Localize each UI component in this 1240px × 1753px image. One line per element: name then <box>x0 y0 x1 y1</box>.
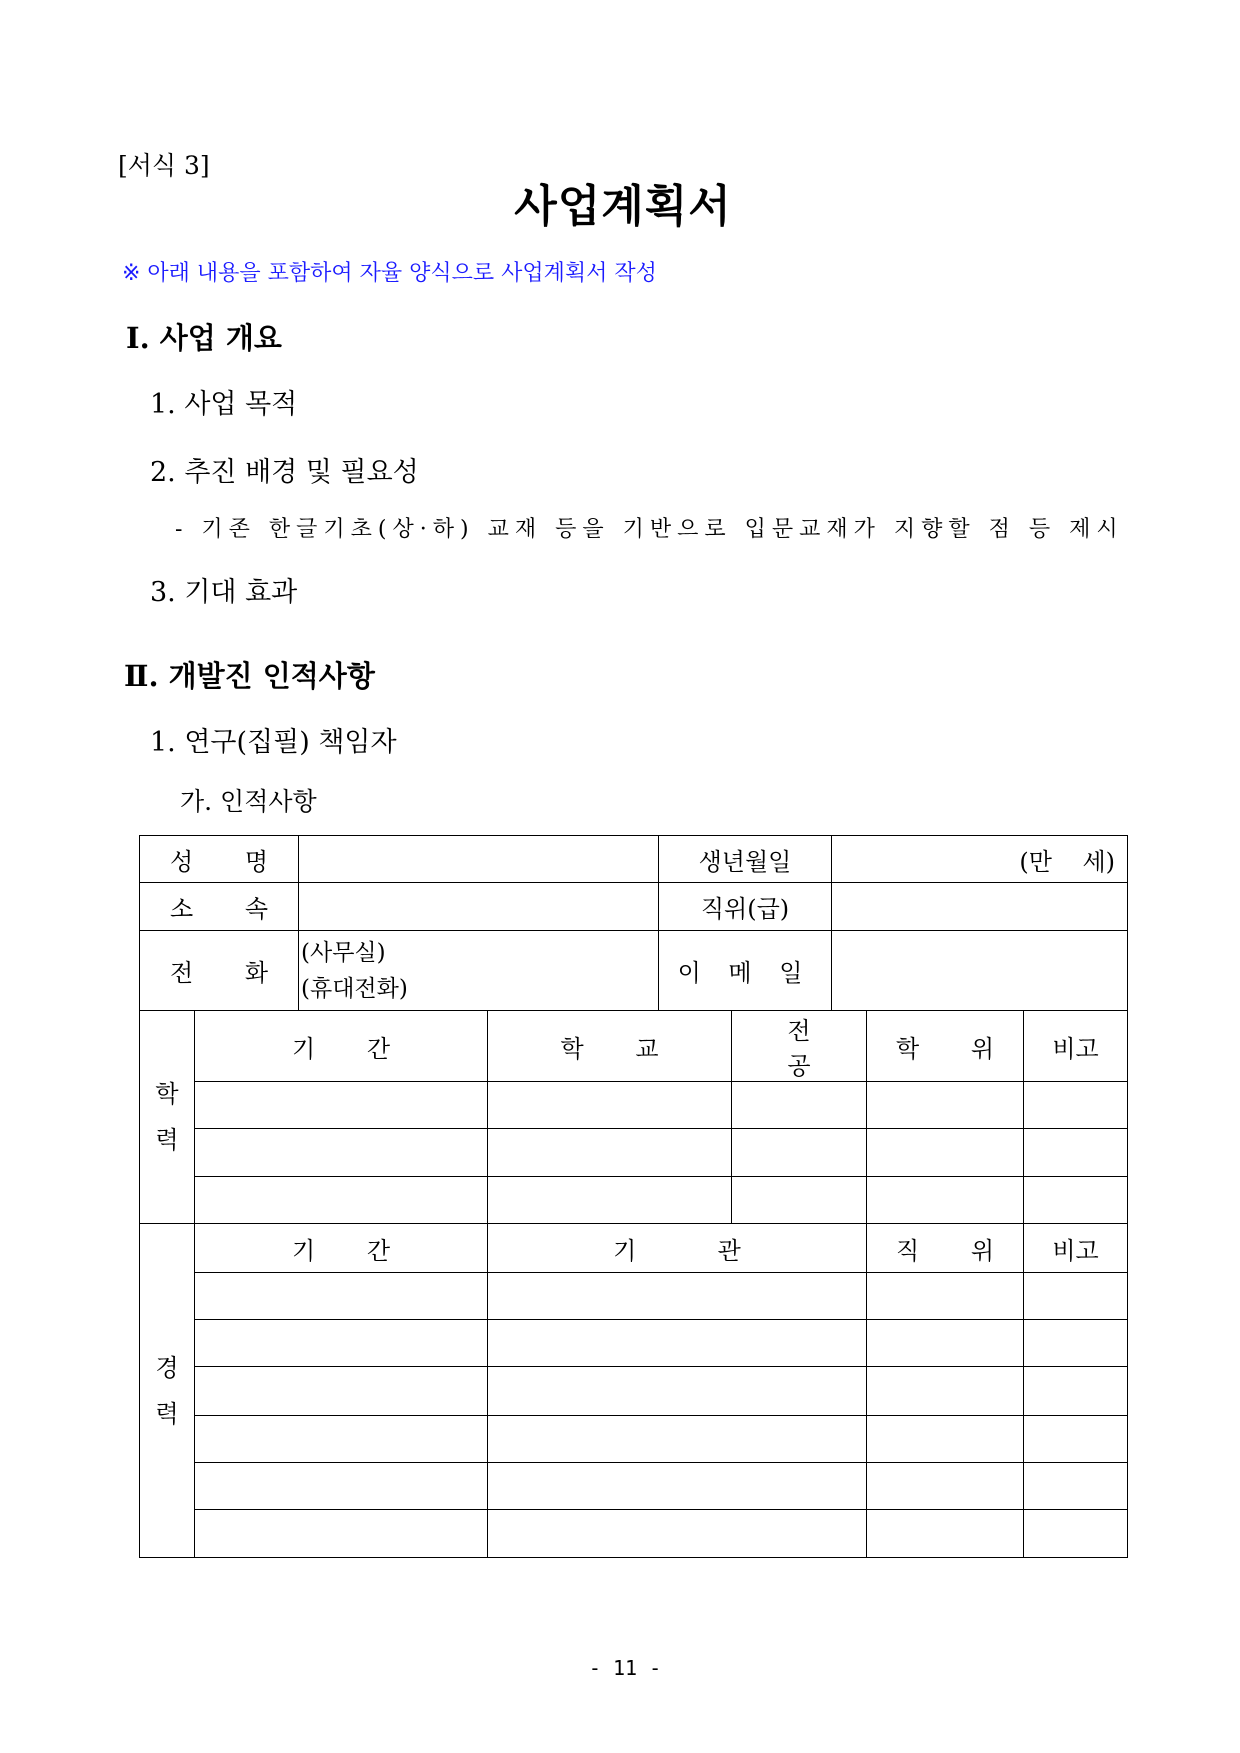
career-header-note: 비고 <box>1024 1224 1128 1273</box>
history-table <box>139 1010 1128 1558</box>
cell[interactable] <box>732 1177 867 1224</box>
mobile-phone-label: (휴대전화) <box>301 975 408 1002</box>
cell[interactable] <box>195 1177 488 1224</box>
document-title: 사업계획서 <box>514 181 732 232</box>
email-label: 이 메 일 <box>659 931 832 1011</box>
instruction-note: ※ 아래 내용을 포함하여 자율 양식으로 사업계획서 작성 <box>122 261 657 286</box>
cell[interactable] <box>867 1510 1024 1558</box>
item-effects: 3. 기대 효과 <box>150 577 298 608</box>
edu-row <box>140 1082 1128 1129</box>
cell[interactable] <box>1024 1177 1128 1224</box>
cell[interactable] <box>195 1367 488 1416</box>
edu-row <box>140 1129 1128 1177</box>
cell[interactable] <box>195 1510 488 1558</box>
position-label: 직위(급) <box>659 883 832 931</box>
cell[interactable] <box>867 1367 1024 1416</box>
cell[interactable] <box>867 1177 1024 1224</box>
career-row <box>140 1320 1128 1367</box>
cell[interactable] <box>732 1129 867 1177</box>
section-heading-overview: Ⅰ. 사업 개요 <box>126 321 282 355</box>
form-label: [서식 3] <box>118 151 210 180</box>
cell[interactable] <box>195 1416 488 1463</box>
edu-header-period: 기 간 <box>195 1011 488 1082</box>
education-label: 학 력 <box>140 1011 195 1224</box>
affiliation-field[interactable] <box>299 883 659 931</box>
cell[interactable] <box>195 1320 488 1367</box>
cell[interactable] <box>488 1463 867 1510</box>
age-label: (만 세) <box>1019 847 1115 876</box>
career-row <box>140 1510 1128 1558</box>
career-row <box>140 1463 1128 1510</box>
cell[interactable] <box>488 1367 867 1416</box>
cell[interactable] <box>867 1129 1024 1177</box>
cell[interactable] <box>195 1129 488 1177</box>
birth-label: 생년월일 <box>659 836 832 883</box>
cell[interactable] <box>488 1510 867 1558</box>
career-row <box>140 1367 1128 1416</box>
edu-header-degree: 학 위 <box>867 1011 1024 1082</box>
cell[interactable] <box>1024 1082 1128 1129</box>
birth-field[interactable] <box>832 836 1128 883</box>
page-number: - 11 - <box>588 1656 662 1680</box>
sub-personal-info: 가. 인적사항 <box>180 787 317 816</box>
edu-row <box>140 1177 1128 1224</box>
cell[interactable] <box>867 1463 1024 1510</box>
cell[interactable] <box>1024 1416 1128 1463</box>
career-header-org: 기 관 <box>488 1224 867 1273</box>
edu-header-school: 학 교 <box>488 1011 732 1082</box>
cell[interactable] <box>1024 1510 1128 1558</box>
cell[interactable] <box>867 1416 1024 1463</box>
cell[interactable] <box>488 1320 867 1367</box>
personal-info-table <box>139 835 1128 1011</box>
cell[interactable] <box>195 1082 488 1129</box>
cell[interactable] <box>732 1082 867 1129</box>
cell[interactable] <box>195 1273 488 1320</box>
cell[interactable] <box>488 1129 732 1177</box>
career-header-position: 직 위 <box>867 1224 1024 1273</box>
cell[interactable] <box>867 1273 1024 1320</box>
cell[interactable] <box>488 1177 732 1224</box>
item-lead-researcher: 1. 연구(집필) 책임자 <box>150 727 397 758</box>
edu-header-note: 비고 <box>1024 1011 1128 1082</box>
cell[interactable] <box>1024 1367 1128 1416</box>
email-field[interactable] <box>832 931 1128 1011</box>
item-background: 2. 추진 배경 및 필요성 <box>150 457 419 488</box>
section-heading-personnel: Ⅱ. 개발진 인적사항 <box>124 659 375 693</box>
cell[interactable] <box>1024 1463 1128 1510</box>
item-purpose: 1. 사업 목적 <box>150 389 298 420</box>
bullet-background: - 기존 한글기초(상·하) 교재 등을 기반으로 입문교재가 지향할 점 등 제시 <box>175 517 1124 542</box>
name-label: 성 명 <box>140 836 299 883</box>
cell[interactable] <box>1024 1129 1128 1177</box>
cell[interactable] <box>488 1416 867 1463</box>
office-phone-label: (사무실) <box>301 939 386 966</box>
cell[interactable] <box>1024 1320 1128 1367</box>
affiliation-label: 소 속 <box>140 883 299 931</box>
cell[interactable] <box>488 1082 732 1129</box>
cell[interactable] <box>867 1082 1024 1129</box>
position-field[interactable] <box>832 883 1128 931</box>
cell[interactable] <box>488 1273 867 1320</box>
edu-header-major: 전 공 <box>732 1011 867 1082</box>
cell[interactable] <box>867 1320 1024 1367</box>
career-row <box>140 1416 1128 1463</box>
career-header-period: 기 간 <box>195 1224 488 1273</box>
phone-label: 전 화 <box>140 931 299 1011</box>
career-row <box>140 1273 1128 1320</box>
cell[interactable] <box>1024 1273 1128 1320</box>
phone-field[interactable] <box>299 931 659 1011</box>
name-field[interactable] <box>299 836 659 883</box>
cell[interactable] <box>195 1463 488 1510</box>
career-label: 경 력 <box>140 1224 195 1558</box>
